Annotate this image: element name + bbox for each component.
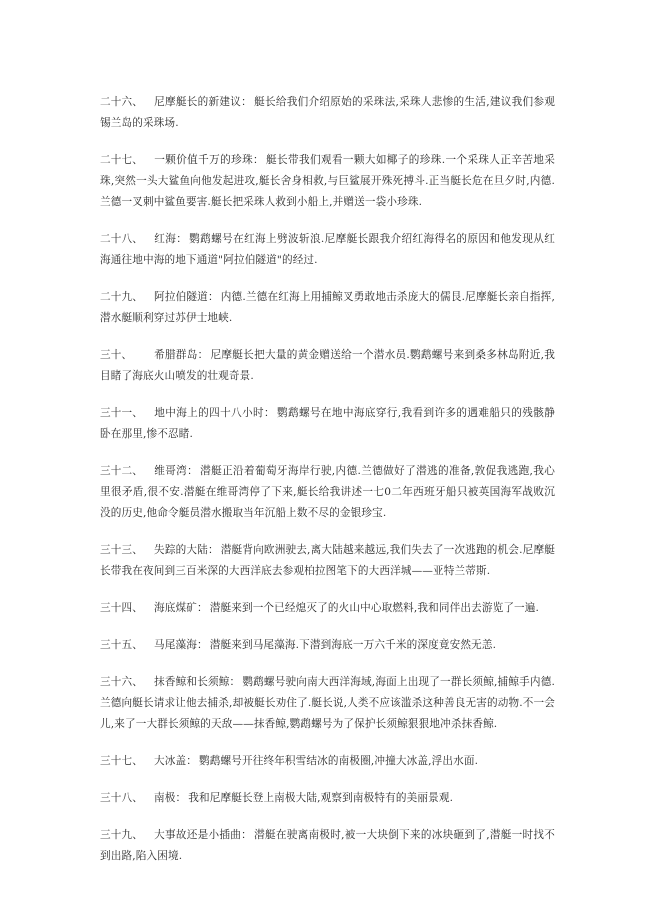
chapter-summary: 艇长给我们介绍原始的采珠法,采珠人悲惨的生活,建议我们参观锡兰岛的采珠场. xyxy=(100,96,555,129)
chapter-entry-30 xyxy=(100,345,555,387)
chapter-number: 三十六、 xyxy=(100,676,143,688)
chapter-title: 大冰盖： xyxy=(154,755,197,767)
chapter-summary: 鹦鹉螺号在红海上劈波斩浪.尼摩艇长跟我介绍红海得名的原因和他发现从红海通往地中海的地下通道"阿拉伯隧道"的经过. xyxy=(100,233,555,266)
chapter-summary: 鹦鹉螺号开往终年积雪结冰的南极圈,冲撞大冰盖,浮出水面. xyxy=(198,755,479,767)
chapter-entry-28 xyxy=(100,229,555,271)
chapter-title: 失踪的大陆： xyxy=(154,544,219,556)
chapter-summary-list xyxy=(100,92,555,883)
chapter-entry-39 xyxy=(100,825,555,867)
chapter-number: 三十九、 xyxy=(100,829,143,841)
chapter-summary: 潜艇来到一个已经熄灭了的火山中心取燃料,我和同伴出去游览了一遍. xyxy=(209,602,540,614)
chapter-number: 三十三、 xyxy=(100,544,143,556)
chapter-number: 三十二、 xyxy=(100,465,143,477)
chapter-summary: 潜艇来到马尾藻海.下潜到海底一万六千米的深度竟安然无恙. xyxy=(209,639,497,651)
chapter-number: 三十四、 xyxy=(100,602,143,614)
chapter-title: 希腊群岛： xyxy=(154,349,209,361)
chapter-entry-36 xyxy=(100,672,555,735)
chapter-summary: 潜艇正沿着葡萄牙海岸行驶,内德.兰德做好了潜逃的准备,敦促我逃跑,我心里很矛盾,很不安.潜艇在维哥湾停了下来,艇长给我讲述一七0二年西班牙船只被英国海军战败沉没的历史,他命令艇员潜水搬取当年沉船上数不尽的金银珍宝. xyxy=(100,465,555,519)
chapter-entry-26 xyxy=(100,92,555,134)
chapter-number: 二十九、 xyxy=(100,291,143,303)
chapter-summary: 鹦鹉螺号在地中海底穿行,我看到许多的遇难船只的残骸静卧在那里,惨不忍睹. xyxy=(100,407,556,440)
chapter-entry-38 xyxy=(100,788,555,809)
chapter-summary: 艇长带我们观看一颗大如椰子的珍珠.一个采珠人正辛苦地采珠,突然一头大鲨鱼向他发起进攻,艇长舍身相救,与巨鲨展开殊死搏斗.正当艇长危在旦夕时,内德.兰德一叉刺中鲨鱼要害.艇长把采珠人救到小船上,并赠送一袋小珍珠. xyxy=(100,154,555,208)
chapter-title: 红海： xyxy=(154,233,188,245)
chapter-title: 海底煤矿： xyxy=(154,602,208,614)
chapter-summary: 我和尼摩艇长登上南极大陆,观察到南极特有的美丽景观. xyxy=(188,792,454,804)
chapter-number: 三十五、 xyxy=(100,639,143,651)
chapter-entry-27 xyxy=(100,150,555,213)
chapter-number: 三十七、 xyxy=(100,755,143,767)
chapter-number: 三十一、 xyxy=(100,407,143,419)
chapter-title: 马尾藻海： xyxy=(154,639,208,651)
chapter-number: 二十六、 xyxy=(100,96,143,108)
chapter-entry-31 xyxy=(100,403,555,445)
chapter-entry-32 xyxy=(100,461,555,524)
chapter-title: 抹香鲸和长须鲸： xyxy=(154,676,241,688)
chapter-title: 一颗价值千万的珍珠： xyxy=(154,154,265,166)
chapter-title: 南极： xyxy=(154,792,187,804)
chapter-title: 大事故还是小插曲： xyxy=(154,829,253,841)
chapter-title: 尼摩艇长的新建议： xyxy=(154,96,253,108)
chapter-summary: 潜艇背向欧洲驶去,离大陆越来越远,我们失去了一次逃跑的机会.尼摩艇长带我在夜间到三百米深的大西洋底去参观柏拉图笔下的大西洋城——亚特兰蒂斯. xyxy=(100,544,555,577)
chapter-entry-35 xyxy=(100,635,555,656)
chapter-number: 三十八、 xyxy=(100,792,143,804)
chapter-title: 地中海上的四十八小时： xyxy=(154,407,276,419)
chapter-summary: 潜艇在驶离南极时,被一大块倒下来的冰块砸到了,潜艇一时找不到出路,陷入困境. xyxy=(100,829,555,862)
chapter-summary: 内德.兰德在红海上用捕鲸叉勇敢地击杀庞大的儒艮.尼摩艇长亲自指挥,潜水艇顺利穿过苏伊士地峡. xyxy=(100,291,555,324)
chapter-title: 维哥湾： xyxy=(154,465,199,477)
chapter-summary: 鹦鹉螺号驶向南大西洋海域,海面上出现了一群长须鲸,捕鲸手内德.兰德向艇长请求让他去捕杀,却被艇长劝住了.艇长说,人类不应该滥杀这种善良无害的动物.不一会儿,来了一大群长须鲸的天敌——抹香鲸,鹦鹉螺号为了保护长须鲸狠狠地冲杀抹香鲸. xyxy=(100,676,556,730)
chapter-number: 二十八、 xyxy=(100,233,143,245)
chapter-entry-34 xyxy=(100,598,555,619)
chapter-number: 三十、 xyxy=(100,349,133,361)
chapter-number: 二十七、 xyxy=(100,154,143,166)
chapter-entry-33 xyxy=(100,540,555,582)
chapter-summary: 尼摩艇长把大量的黄金赠送给一个潜水员.鹦鹉螺号来到桑多林岛附近,我目睹了海底火山喷发的壮观奇景. xyxy=(100,349,556,382)
chapter-entry-37 xyxy=(100,751,555,772)
chapter-title: 阿拉伯隧道： xyxy=(154,291,219,303)
chapter-entry-29 xyxy=(100,287,555,329)
